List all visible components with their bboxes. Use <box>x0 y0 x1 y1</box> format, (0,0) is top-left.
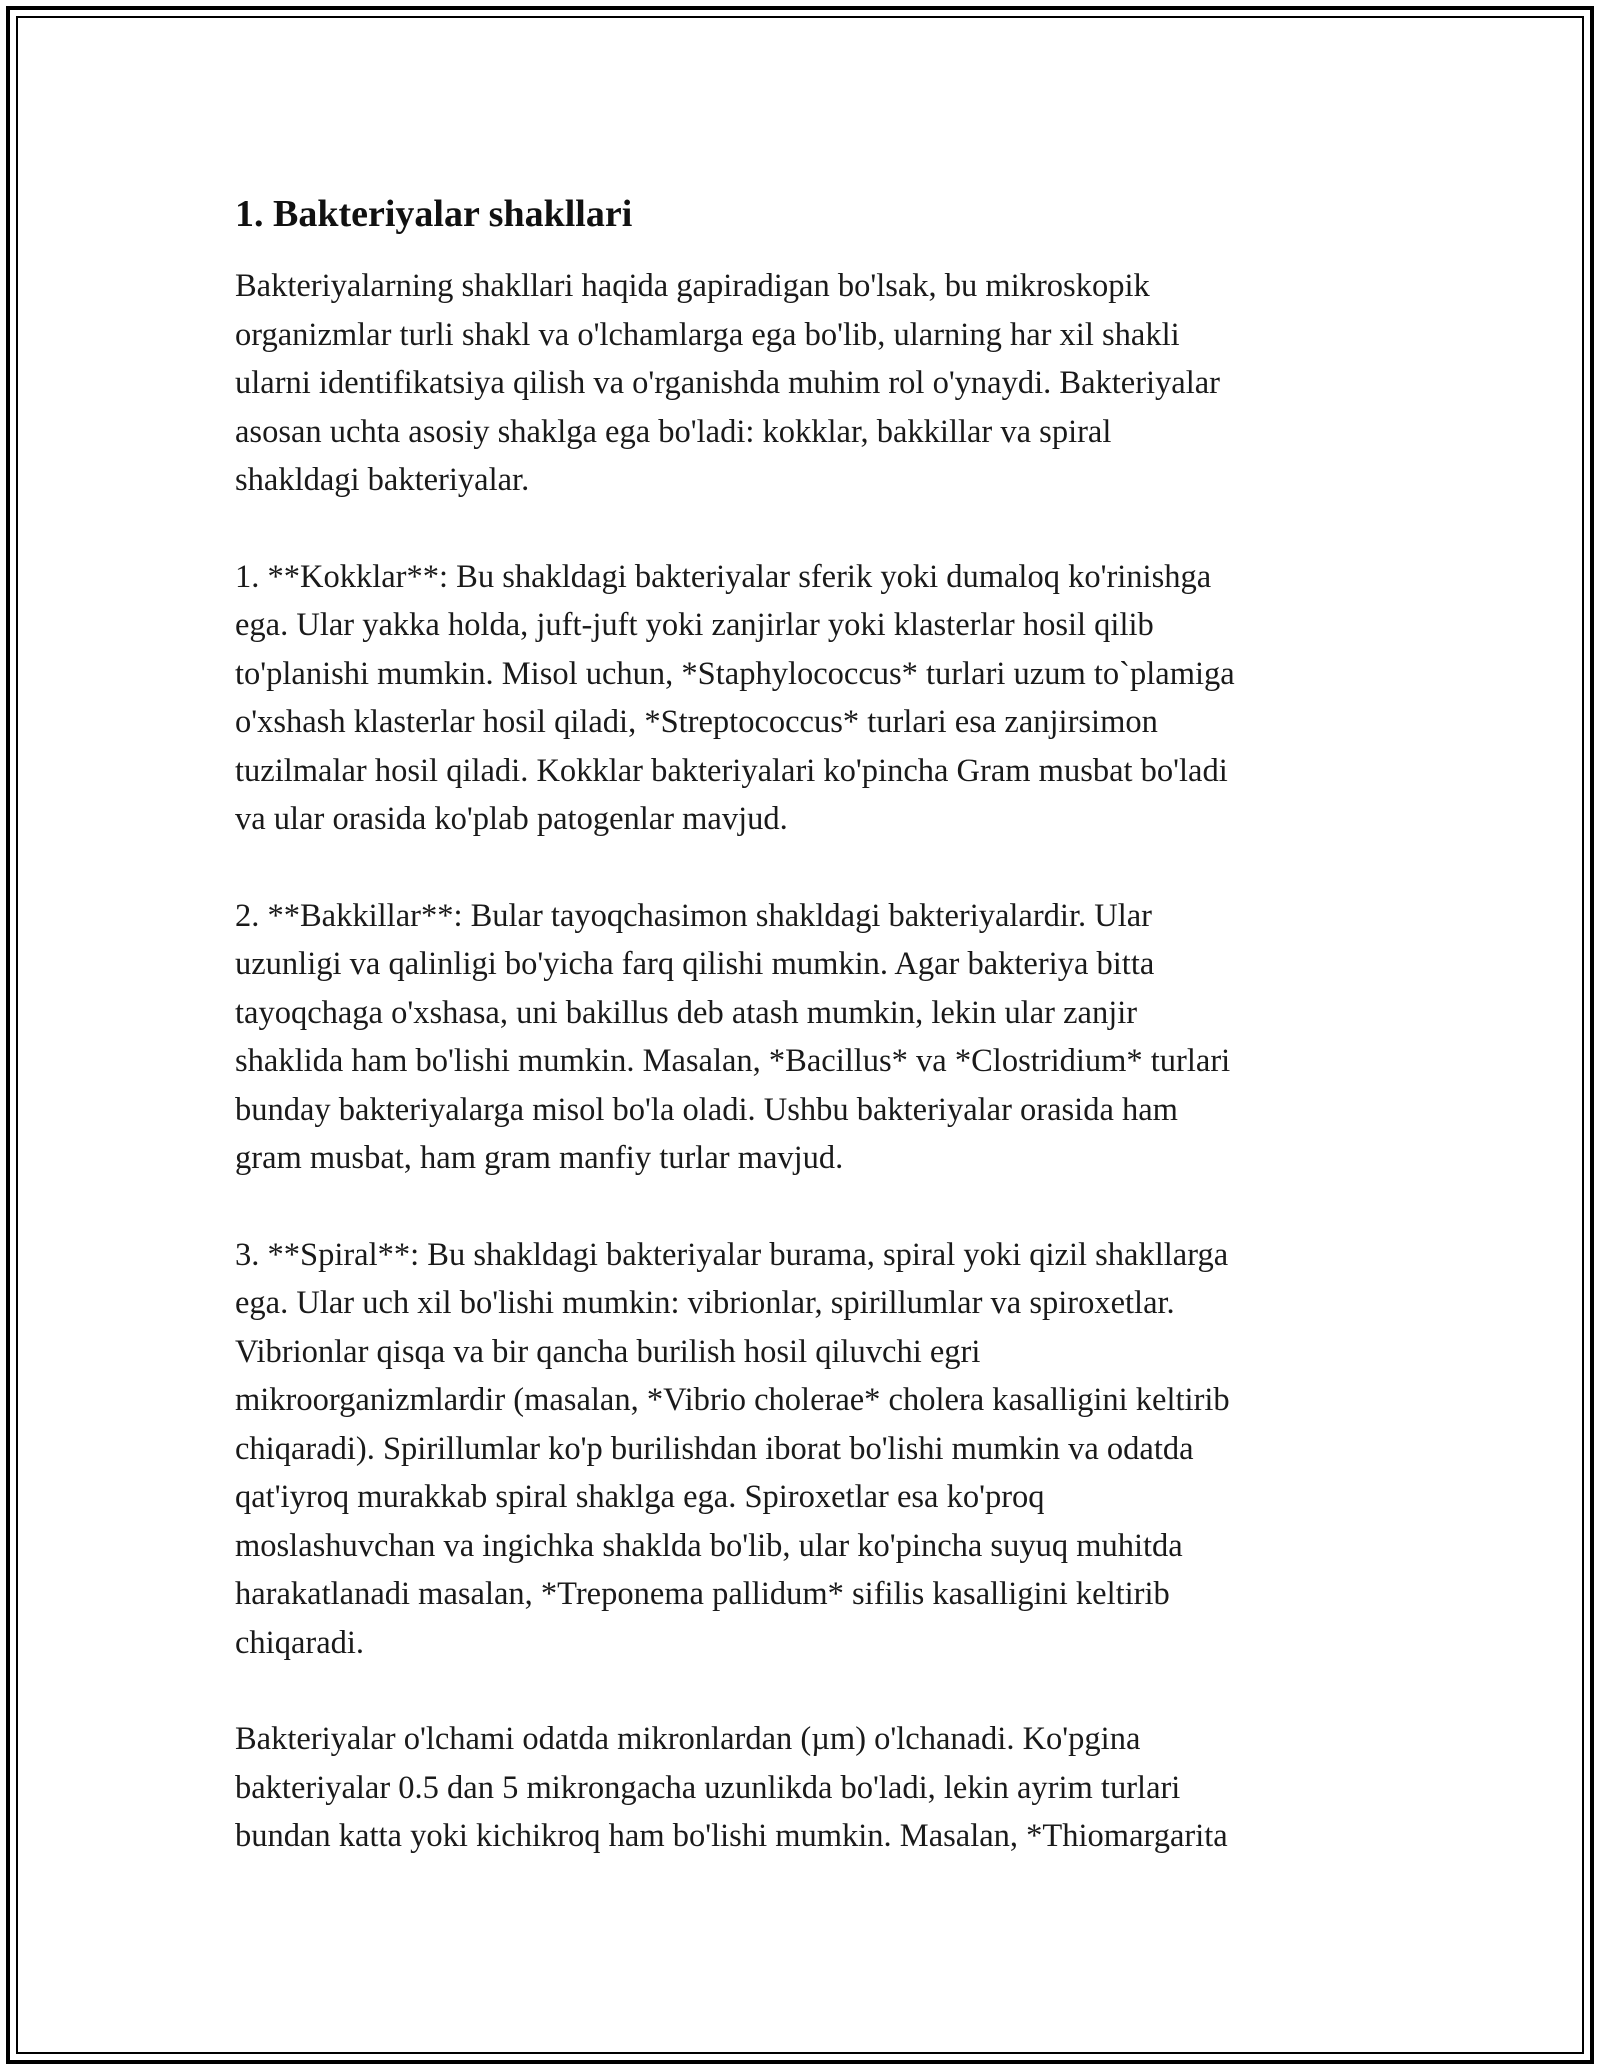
text-line: bundan katta yoki kichikroq ham bo'lishi mumkin. Masalan, *Thiomargarita <box>235 1818 1228 1854</box>
text-line: organizmlar turli shakl va o'lchamlarga ega bo'lib, ularning har xil shakli <box>235 316 1180 353</box>
text-line: o'xshash klasterlar hosil qiladi, *Streptococcus* turlari esa zanjirsimon <box>235 704 1158 740</box>
text-line: asosan uchta asosiy shaklga ega bo'ladi: kokklar, bakkillar va spiral <box>235 413 1112 450</box>
paragraph <box>235 1715 1375 1861</box>
paragraph-list <box>235 262 1375 1861</box>
text-line: tuzilmalar hosil qiladi. Kokklar bakteriyalari ko'pincha Gram musbat bo'ladi <box>235 752 1228 789</box>
paragraph <box>235 1231 1375 1668</box>
text-line: va ular orasida ko'plab patogenlar mavjud. <box>235 801 788 837</box>
text-line: Bakteriyalar o'lchami odatda mikronlardan (µm) o'lchanadi. Ko'pgina <box>235 1721 1141 1757</box>
text-line: 3. **Spiral**: Bu shakldagi bakteriyalar burama, spiral yoki qizil shakllarga <box>235 1236 1229 1273</box>
section-heading: 1. Bakteriyalar shakllari <box>235 193 633 235</box>
text-line: mikroorganizmlardir (masalan, *Vibrio cholerae* cholera kasalligini keltirib <box>235 1382 1230 1418</box>
text-line: uzunligi va qalinligi bo'yicha farq qilishi mumkin. Agar bakteriya bitta <box>235 946 1155 982</box>
text-line: shaklida ham bo'lishi mumkin. Masalan, *Bacillus* va *Clostridium* turlari <box>235 1043 1231 1079</box>
text-line: bunday bakteriyalarga misol bo'la oladi. Ushbu bakteriyalar orasida ham <box>235 1091 1178 1128</box>
paragraph <box>235 262 1375 505</box>
text-line: chiqaradi. <box>235 1624 365 1661</box>
text-line: ega. Ular uch xil bo'lishi mumkin: vibrionlar, spirillumlar va spiroxetlar. <box>235 1285 1175 1321</box>
text-line: Vibrionlar qisqa va bir qancha burilish hosil qiluvchi egri <box>235 1333 981 1370</box>
text-line: harakatlanadi masalan, *Treponema pallidum* sifilis kasalligini keltirib <box>235 1576 1170 1612</box>
document-body <box>235 188 1375 1909</box>
text-line: moslashuvchan va ingichka shaklda bo'lib, ular ko'pincha suyuq muhitda <box>235 1527 1183 1564</box>
text-line: 1. **Kokklar**: Bu shakldagi bakteriyalar sferik yoki dumaloq ko'rinishga <box>235 558 1212 595</box>
text-line: to'planishi mumkin. Misol uchun, *Staphylococcus* turlari uzum to`plamiga <box>235 655 1235 692</box>
text-line: qat'iyroq murakkab spiral shaklga ega. Spiroxetlar esa ko'proq <box>235 1479 1045 1515</box>
text-line: shakldagi bakteriyalar. <box>235 462 530 498</box>
text-line: Bakteriyalarning shakllari haqida gapiradigan bo'lsak, bu mikroskopik <box>235 268 1150 304</box>
paragraph <box>235 553 1375 844</box>
text-line: tayoqchaga o'xshasa, uni bakillus deb atash mumkin, lekin ular zanjir <box>235 994 1138 1031</box>
paragraph <box>235 892 1375 1183</box>
text-line: ega. Ular yakka holda, juft-juft yoki zanjirlar yoki klasterlar hosil qilib <box>235 607 1154 643</box>
text-line: gram musbat, ham gram manfiy turlar mavjud. <box>235 1140 844 1176</box>
text-line: chiqaradi). Spirillumlar ko'p burilishdan iborat bo'lishi mumkin va odatda <box>235 1430 1194 1467</box>
text-line: 2. **Bakkillar**: Bular tayoqchasimon shakldagi bakteriyalardir. Ular <box>235 897 1152 934</box>
text-line: ularni identifikatsiya qilish va o'rganishda muhim rol o'ynaydi. Bakteriyalar <box>235 365 1220 401</box>
text-line: bakteriyalar 0.5 dan 5 mikrongacha uzunlikda bo'ladi, lekin ayrim turlari <box>235 1769 1181 1806</box>
